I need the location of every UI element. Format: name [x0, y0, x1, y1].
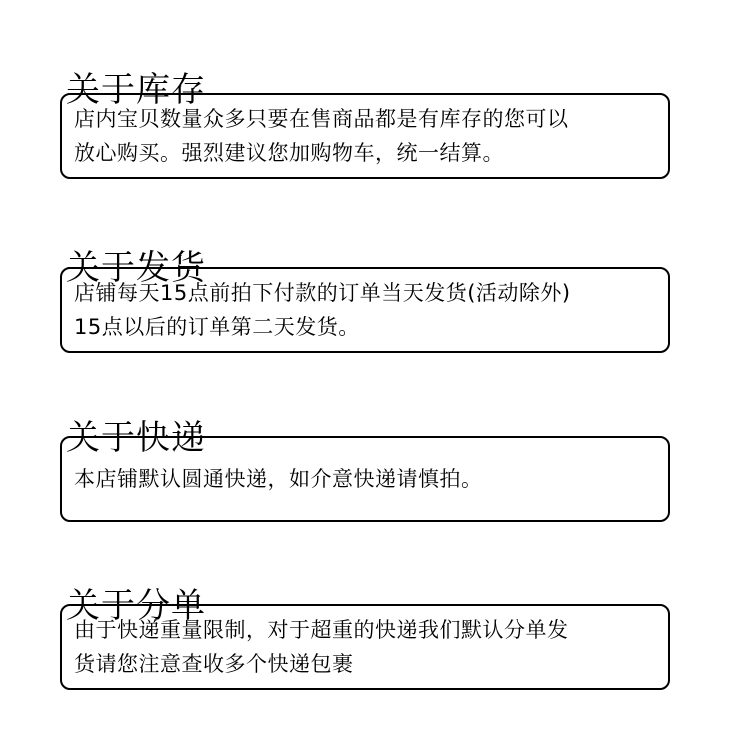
notice-line: 由于快递重量限制，对于超重的快递我们默认分单发 — [74, 618, 569, 642]
section-title-stock: 关于库存 — [66, 70, 206, 111]
notice-box-stock — [60, 93, 670, 179]
notice-line: 店铺每天15点前拍下付款的订单当天发货(活动除外) — [74, 281, 571, 305]
notice-line: 放心购买。强烈建议您加购物车，统一结算。 — [74, 141, 504, 165]
section-title-split-order: 关于分单 — [66, 586, 206, 627]
section-title-express: 关于快递 — [66, 418, 206, 459]
notice-box-shipping — [60, 267, 670, 353]
notice-line: 本店铺默认圆通快递，如介意快递请慎拍。 — [74, 467, 483, 491]
notice-box-express — [60, 436, 670, 522]
notice-box-split-order — [60, 604, 670, 690]
notice-line: 店内宝贝数量众多只要在售商品都是有库存的您可以 — [74, 107, 569, 131]
section-title-shipping: 关于发货 — [66, 248, 206, 289]
notice-line: 货请您注意查收多个快递包裹 — [74, 652, 354, 676]
notice-line: 15点以后的订单第二天发货。 — [74, 315, 360, 339]
